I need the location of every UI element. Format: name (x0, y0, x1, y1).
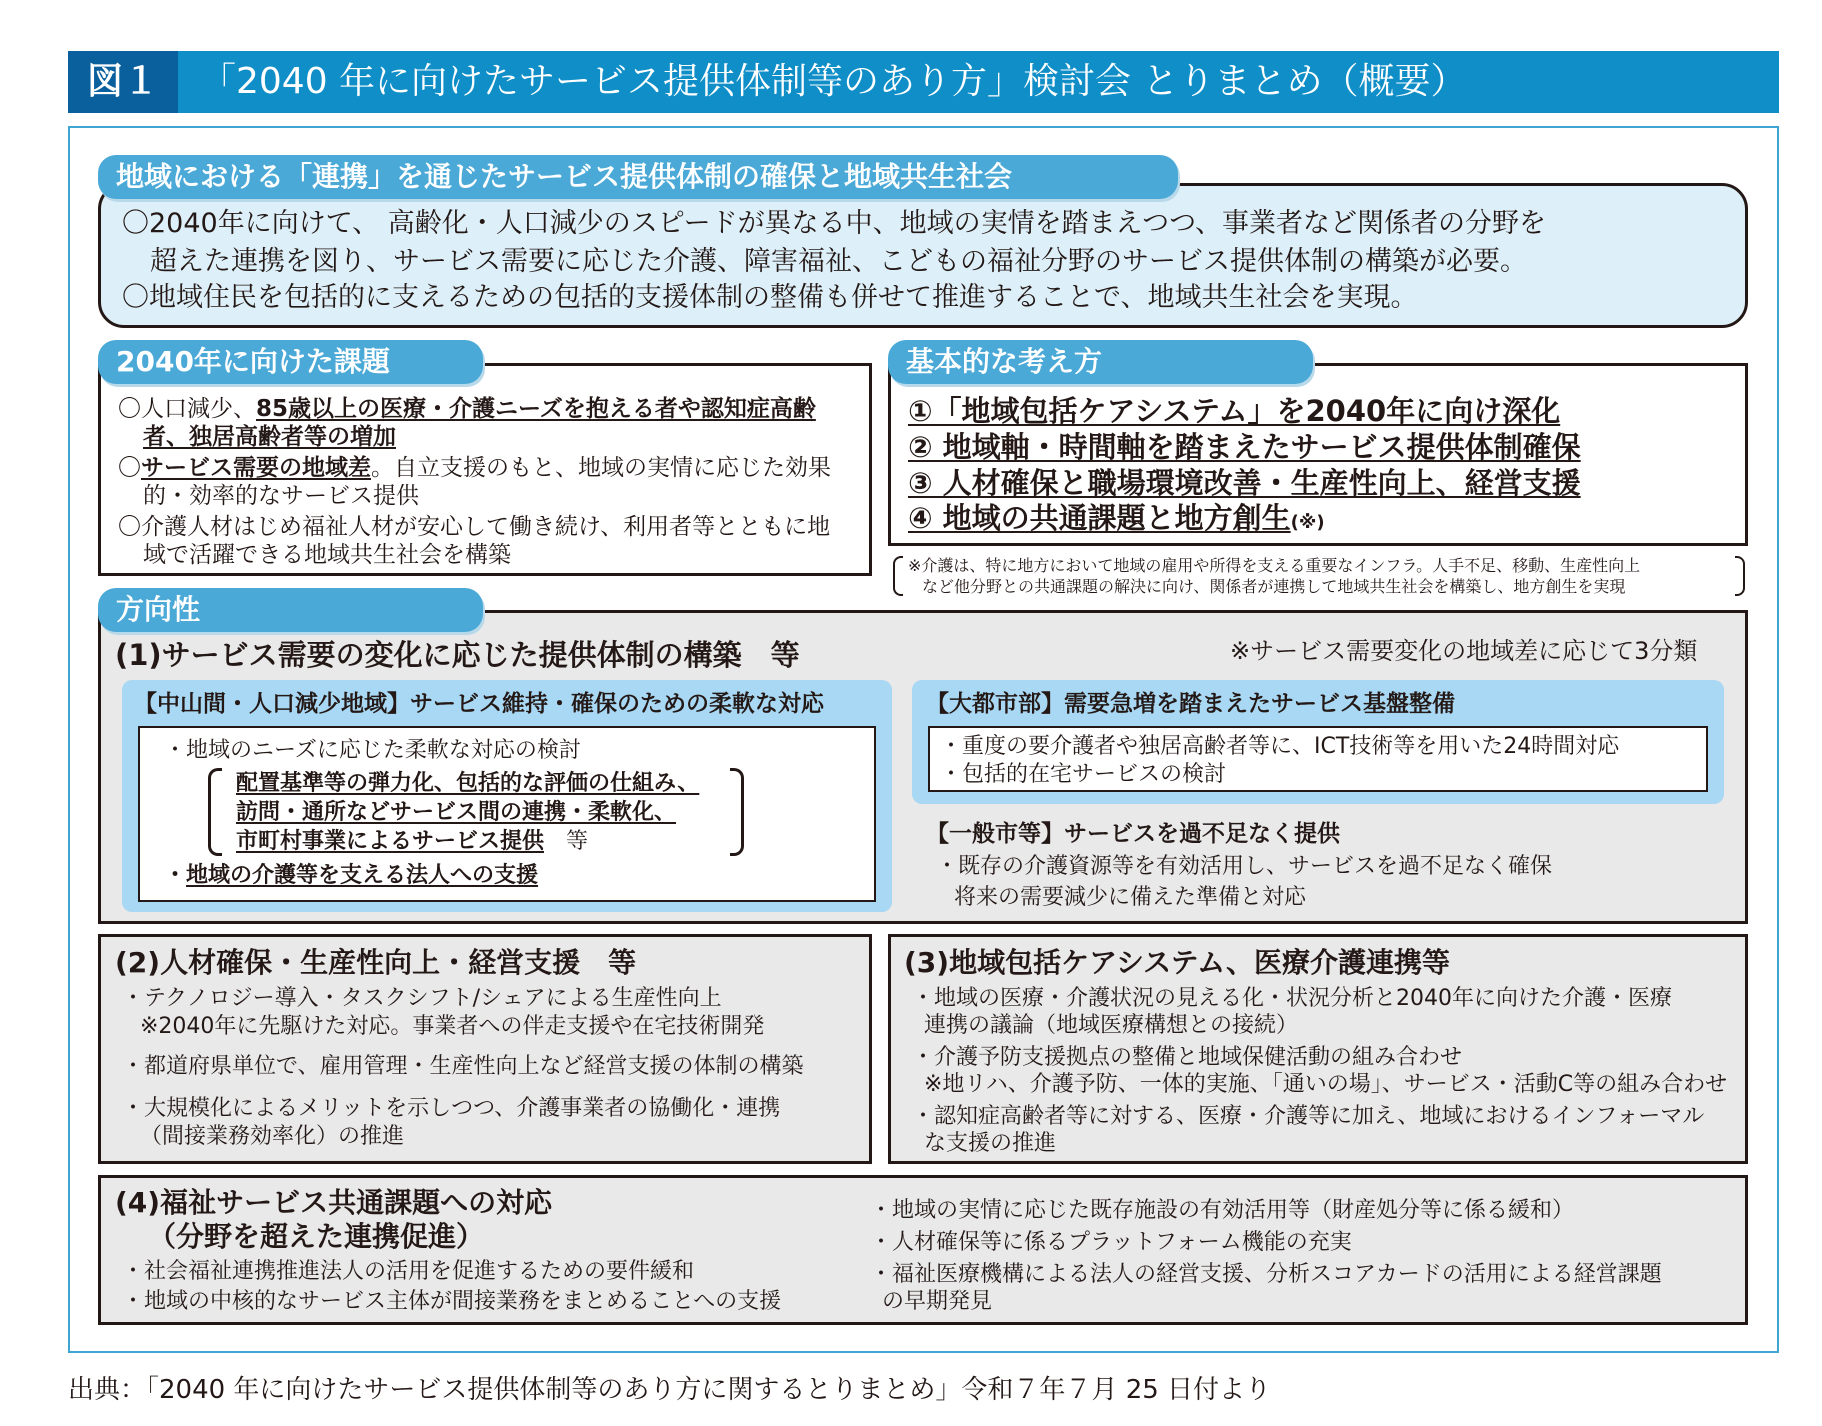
top-text-line-1: 〇2040年に向けて、 高齢化・人口減少のスピードが異なる中、地域の実情を踏まえつつ、事業者など関係者の分野を (122, 208, 1547, 239)
direction-3-line-1: ・地域の医療・介護状況の見える化・状況分析と2040年に向けた介護・医療 (912, 986, 1672, 1011)
issue-1-line-2: 者、独居高齢者等の増加 (143, 424, 396, 450)
rural-bracket-right (730, 768, 744, 856)
top-text-line-3: 〇地域住民を包括的に支えるための包括的支援体制の整備も併せて推進することで、地域共生社会を実現。 (122, 282, 1418, 313)
principles-note-1: ※介護は、特に地方において地域の雇用や所得を支える重要なインフラ。人手不足、移動、生産性向上 (908, 556, 1641, 575)
direction-3-line-2: 連携の議論（地域医療構想との接続） (924, 1013, 1299, 1038)
note-bracket-left (893, 556, 903, 596)
principles-note-2: など他分野との共通課題の解決に向け、関係者が連携して地域共生社会を構築し、地方創生を実現 (922, 577, 1626, 596)
figure-label: 図１ (68, 51, 178, 113)
general-city-title: 【一般市等】サービスを過不足なく提供 (926, 821, 1340, 847)
issue-3-line-2: 域で活躍できる地域共生社会を構築 (143, 542, 511, 568)
direction-2-line-5: （間接業務効率化）の推進 (140, 1124, 405, 1149)
source-citation: 出典：「2040 年に向けたサービス提供体制等のあり方に関するとりまとめ」令和７年７月 25 日付より (68, 1375, 1272, 1405)
direction-4-right-2: ・人材確保等に係るプラットフォーム機能の充実 (870, 1230, 1352, 1255)
direction-3-line-3: ・介護予防支援拠点の整備と地域保健活動の組み合わせ (912, 1045, 1463, 1070)
direction-1-title: (1)サービス需要の変化に応じた提供体制の構築 等 (115, 638, 800, 672)
direction-2-line-4: ・大規模化によるメリットを示しつつ、介護事業者の協働化・連携 (122, 1096, 781, 1121)
direction-label: 方向性 (98, 588, 483, 632)
issues-label: 2040年に向けた課題 (98, 340, 483, 384)
direction-4-title-1: (4)福祉サービス共通課題への対応 (115, 1186, 553, 1219)
regional-collaboration-label: 地域における「連携」を通じたサービス提供体制の確保と地域共生社会 (98, 155, 1178, 199)
rural-area-title: 【中山間・人口減少地域】サービス維持・確保のための柔軟な対応 (134, 691, 824, 717)
direction-2-line-3: ・都道府県単位で、雇用管理・生産性向上など経営支援の体制の構築 (122, 1054, 804, 1079)
urban-area-title: 【大都市部】需要急増を踏まえたサービス基盤整備 (926, 691, 1455, 717)
principles-label: 基本的な考え方 (888, 340, 1313, 384)
direction-4-title-2: （分野を超えた連携促進） (148, 1220, 485, 1253)
issue-1-line-1: 〇人口減少、85歳以上の医療・介護ニーズを抱える者や認知症高齢 (118, 396, 816, 422)
rural-line-2: ・地域の介護等を支える法人への支援 (164, 863, 539, 888)
principle-1: ①「地域包括ケアシステム」を2040年に向け深化 (908, 394, 1561, 428)
direction-3-line-5: ・認知症高齢者等に対する、医療・介護等に加え、地域におけるインフォーマル (912, 1104, 1705, 1129)
principle-3: ③ 人材確保と職場環境改善・生産性向上、経営支援 (908, 466, 1581, 500)
general-line-2: 将来の需要減少に備えた準備と対応 (954, 885, 1307, 910)
direction-3-title: (3)地域包括ケアシステム、医療介護連携等 (904, 946, 1450, 979)
figure-title: 「2040 年に向けたサービス提供体制等のあり方」検討会 とりまとめ（概要） (200, 61, 1467, 102)
issue-2-line-2: 的・効率的なサービス提供 (143, 483, 419, 509)
direction-2-line-2: ※2040年に先駆けた対応。事業者への伴走支援や在宅技術開発 (140, 1014, 765, 1039)
direction-2-title: (2)人材確保・生産性向上・経営支援 等 (115, 946, 637, 979)
rural-line-1: ・地域のニーズに応じた柔軟な対応の検討 (164, 738, 581, 763)
issue-2-line-1: 〇サービス需要の地域差。自立支援のもと、地域の実情に応じた効果 (118, 455, 831, 481)
rural-bracket-item-3: 市町村事業によるサービス提供 等 (236, 829, 589, 854)
top-text-line-2: 超えた連携を図り、サービス需要に応じた介護、障害福祉、こどもの福祉分野のサービス提供体制の構築が必要。 (150, 246, 1527, 277)
direction-4-left-1: ・社会福祉連携推進法人の活用を促進するための要件緩和 (122, 1259, 695, 1284)
direction-4-left-2: ・地域の中核的なサービス主体が間接業務をまとめることへの支援 (122, 1289, 782, 1314)
rural-bracket-item-1: 配置基準等の弾力化、包括的な評価の仕組み、 (236, 771, 700, 796)
note-bracket-right (1735, 556, 1745, 596)
principle-4: ④ 地域の共通課題と地方創生(※) (908, 501, 1325, 535)
urban-line-2: ・包括的在宅サービスの検討 (940, 762, 1227, 787)
urban-line-1: ・重度の要介護者や独居高齢者等に、ICT技術等を用いた24時間対応 (940, 734, 1620, 759)
issue-3-line-1: 〇介護人材はじめ福祉人材が安心して働き続け、利用者等とともに地 (118, 514, 831, 540)
rural-bracket-left (208, 768, 222, 856)
direction-4-right-3: ・福祉医療機構による法人の経営支援、分析スコアカードの活用による経営課題 (870, 1262, 1662, 1287)
direction-3-line-6: な支援の推進 (924, 1131, 1057, 1156)
direction-2-line-1: ・テクノロジー導入・タスクシフト/シェアによる生産性向上 (122, 986, 722, 1011)
direction-4-right-1: ・地域の実情に応じた既存施設の有効活用等（財産処分等に係る緩和） (870, 1198, 1575, 1223)
direction-3-line-4: ※地リハ、介護予防、一体的実施、「通いの場」、サービス・活動C等の組み合わせ (924, 1072, 1728, 1097)
general-line-1: ・既存の介護資源等を有効活用し、サービスを過不足なく確保 (936, 854, 1553, 879)
rural-bracket-item-2: 訪問・通所などサービス間の連携・柔軟化、 (236, 800, 677, 825)
principle-2: ② 地域軸・時間軸を踏まえたサービス提供体制確保 (908, 430, 1581, 464)
direction-1-note: ※サービス需要変化の地域差に応じて3分類 (1230, 637, 1698, 665)
direction-4-right-4: の早期発見 (882, 1289, 993, 1314)
